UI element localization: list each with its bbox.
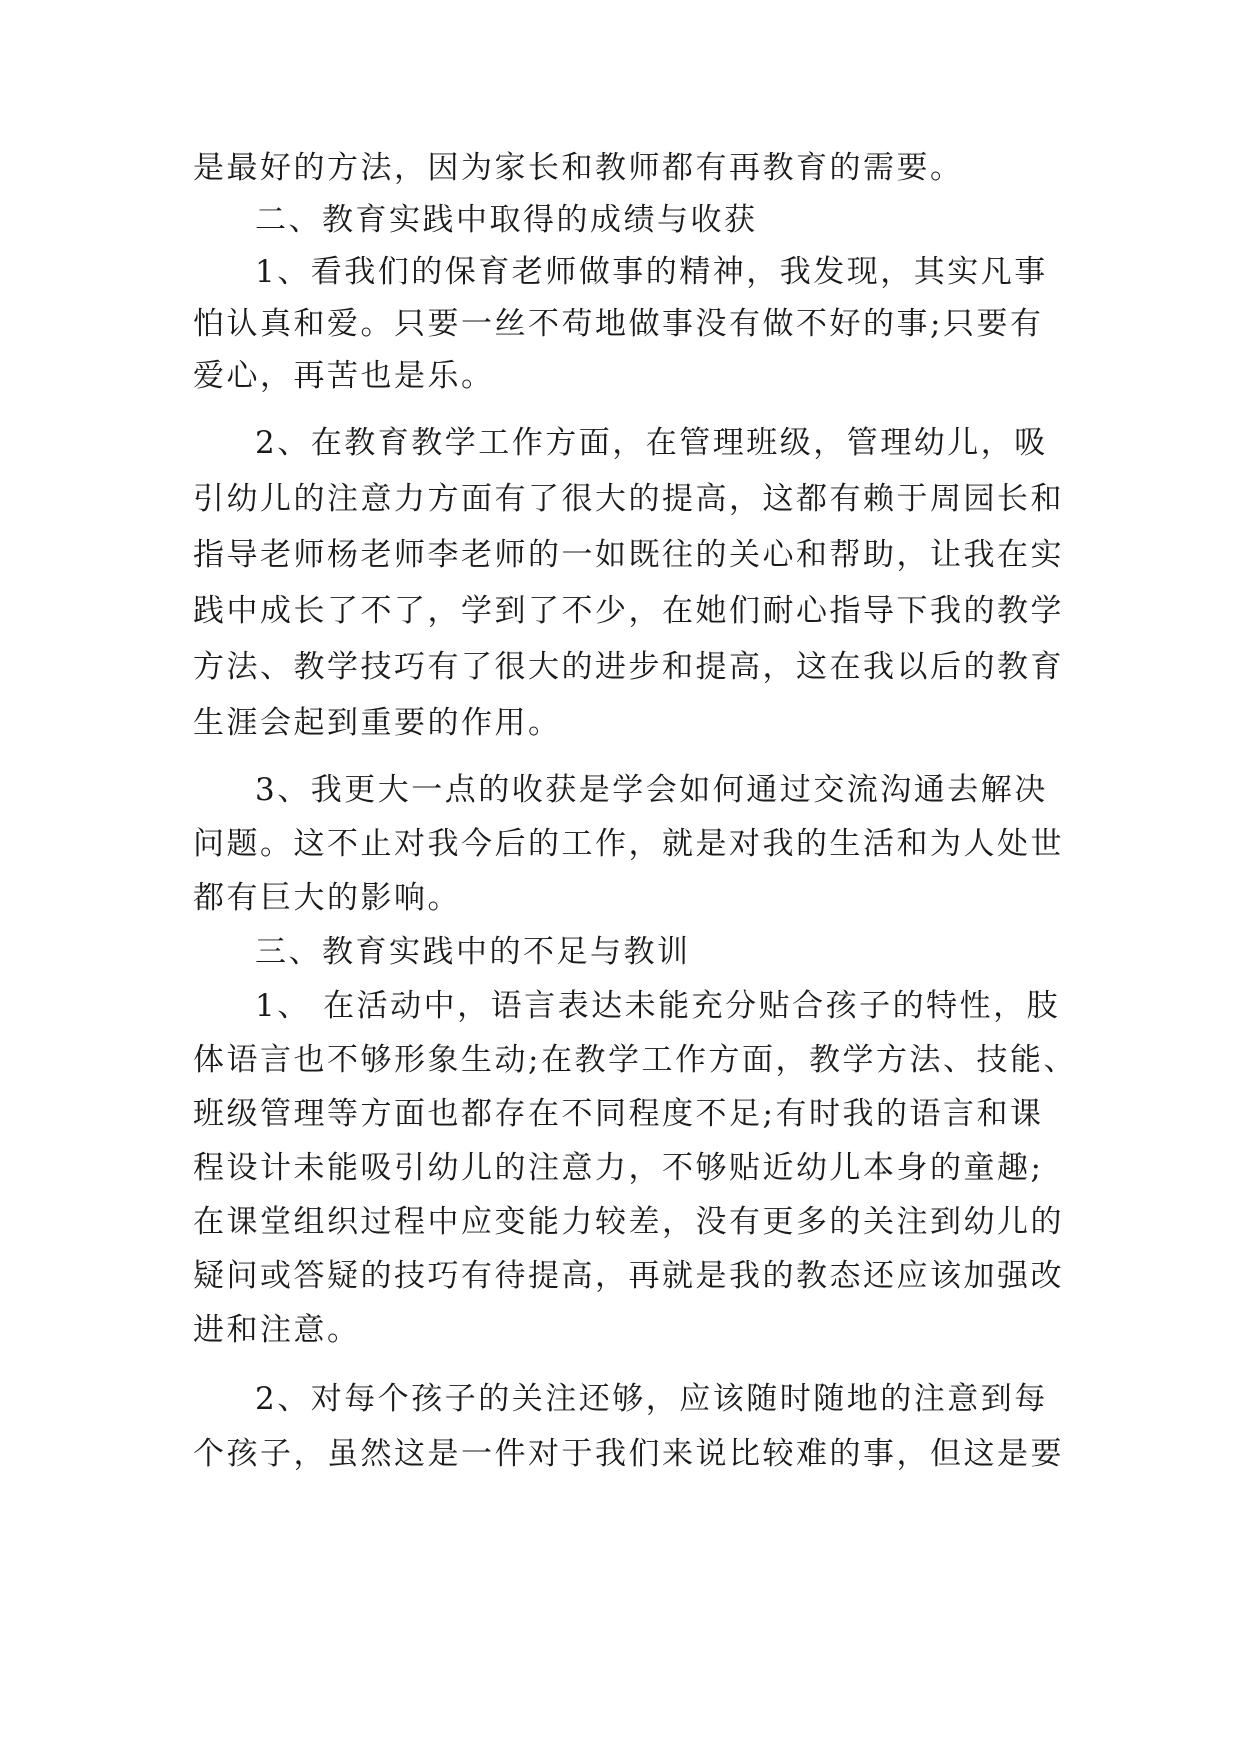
text-line: 方法、教学技巧有了很大的进步和提高，这在我以后的教育 — [193, 649, 1064, 685]
text-line: 班级管理等方面也都存在不同程度不足;有时我的语言和课 — [193, 1096, 1044, 1132]
text-line: 个孩子，虽然这是一件对于我们来说比较难的事，但这是要 — [193, 1436, 1064, 1472]
text-line: 问题。这不止对我今后的工作，就是对我的生活和为人处世 — [193, 826, 1064, 862]
text-line: 2、在教育教学工作方面，在管理班级，管理幼儿，吸 — [255, 425, 1048, 461]
text-line: 是最好的方法，因为家长和教师都有再教育的需要。 — [193, 150, 964, 186]
text-line: 指导老师杨老师李老师的一如既往的关心和帮助，让我在实 — [193, 537, 1064, 573]
text-line: 引幼儿的注意力方面有了很大的提高，这都有赖于周园长和 — [193, 481, 1064, 517]
text-line: 1、看我们的保育老师做事的精神，我发现，其实凡事 — [255, 254, 1048, 290]
text-line: 3、我更大一点的收获是学会如何通过交流沟通去解决 — [255, 772, 1048, 808]
section-heading: 二、教育实践中取得的成绩与收获 — [255, 202, 758, 238]
text-line: 进和注意。 — [193, 1312, 361, 1348]
text-line: 程设计未能吸引幼儿的注意力，不够贴近幼儿本身的童趣; — [193, 1150, 1044, 1186]
text-line: 爱心，再苦也是乐。 — [193, 358, 495, 394]
text-line: 都有巨大的影响。 — [193, 880, 461, 916]
text-line: 1、 在活动中，语言表达未能充分贴合孩子的特性，肢 — [255, 988, 1061, 1024]
text-line: 在课堂组织过程中应变能力较差，没有更多的关注到幼儿的 — [193, 1204, 1064, 1240]
text-line: 践中成长了不了，学到了不少，在她们耐心指导下我的教学 — [193, 593, 1064, 629]
text-line: 疑问或答疑的技巧有待提高，再就是我的教态还应该加强改 — [193, 1258, 1064, 1294]
text-line: 2、对每个孩子的关注还够，应该随时随地的注意到每 — [255, 1381, 1048, 1417]
text-line: 体语言也不够形象生动;在教学工作方面，教学方法、技能、 — [193, 1042, 1077, 1078]
text-line: 怕认真和爱。只要一丝不苟地做事没有做不好的事;只要有 — [193, 306, 1044, 342]
text-line: 生涯会起到重要的作用。 — [193, 705, 562, 741]
section-heading: 三、教育实践中的不足与教训 — [255, 934, 691, 970]
